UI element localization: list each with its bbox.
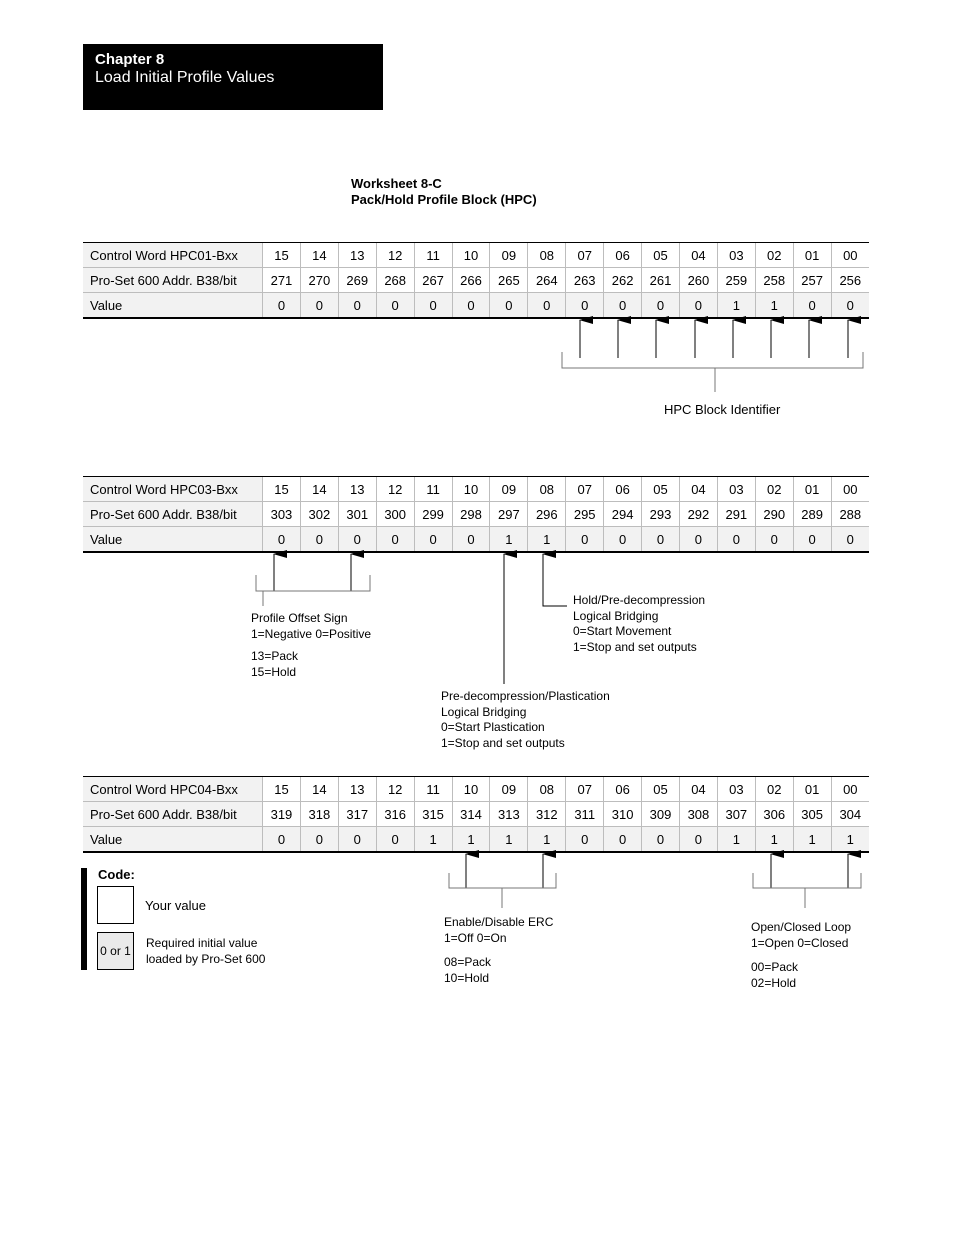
note-line: 0=Start Movement [573, 624, 672, 638]
value-cell: 1 [528, 827, 566, 853]
value-cell: 0 [376, 293, 414, 319]
note-line: loaded by Pro-Set 600 [146, 951, 266, 966]
bit-cell: 06 [604, 243, 642, 268]
addr-cell: 298 [452, 502, 490, 527]
addr-cell: 304 [831, 802, 869, 827]
value-cell: 0 [338, 293, 376, 319]
value-cell: 0 [679, 827, 717, 853]
note-line: 1=Open 0=Closed [751, 935, 849, 950]
value-cell: 0 [831, 293, 869, 319]
value-cell: 0 [755, 527, 793, 553]
addr-cell: 309 [642, 802, 680, 827]
value-cell: 0 [604, 527, 642, 553]
note-line: 08=Pack [444, 955, 492, 969]
value-cell: 1 [717, 827, 755, 853]
erc-note [444, 915, 553, 986]
addr-cell: 266 [452, 268, 490, 293]
open-closed-loop-note [751, 920, 851, 991]
addr-cell: 314 [452, 802, 490, 827]
addr-cell: 300 [376, 502, 414, 527]
bit-cell: 14 [300, 777, 338, 802]
addr-cell: 302 [300, 502, 338, 527]
bit-cell: 07 [566, 777, 604, 802]
value-cell: 1 [414, 827, 452, 853]
bit-cell: 04 [679, 477, 717, 502]
bit-cell: 12 [376, 477, 414, 502]
bit-cell: 10 [452, 243, 490, 268]
value-cell: 0 [566, 527, 604, 553]
addr-cell: 260 [679, 268, 717, 293]
addr-cell: 261 [642, 268, 680, 293]
value-cell: 0 [717, 527, 755, 553]
hold-predecompression-note [573, 593, 705, 655]
bit-cell: 13 [338, 243, 376, 268]
profile-offset-sign-note [251, 611, 371, 680]
bit-cell: 08 [528, 243, 566, 268]
bit-cell: 05 [642, 243, 680, 268]
bit-cell: 15 [263, 777, 301, 802]
note-line: Hold/Pre-decompression [573, 593, 706, 607]
addr-cell: 301 [338, 502, 376, 527]
note-line: Profile Offset Sign [251, 611, 348, 625]
value-cell: 0 [679, 293, 717, 319]
required-value-label [146, 936, 265, 967]
note-line: 02=Hold [751, 975, 797, 990]
hpc-block-identifier-label: HPC Block Identifier [664, 402, 781, 417]
bit-cell: 01 [793, 777, 831, 802]
value-cell: 0 [376, 527, 414, 553]
addr-cell: 259 [717, 268, 755, 293]
bit-cell: 09 [490, 777, 528, 802]
bit-cell: 07 [566, 477, 604, 502]
note-line: Enable/Disable ERC [444, 915, 554, 929]
addr-cell: 264 [528, 268, 566, 293]
addr-cell: 270 [300, 268, 338, 293]
chapter-title: Load Initial Profile Values [95, 69, 275, 86]
note-line: 0=Start Plastication [441, 720, 545, 734]
addr-cell: 288 [831, 502, 869, 527]
address-label: Pro-Set 600 Addr. B38/bit [83, 802, 263, 827]
bit-cell: 10 [452, 777, 490, 802]
addr-cell: 317 [338, 802, 376, 827]
note-line: Logical Bridging [441, 704, 527, 719]
addr-cell: 316 [376, 802, 414, 827]
value-cell: 0 [263, 827, 301, 853]
addr-cell: 289 [793, 502, 831, 527]
value-cell: 0 [300, 293, 338, 319]
addr-cell: 311 [566, 802, 604, 827]
value-cell: 0 [414, 293, 452, 319]
bit-cell: 10 [452, 477, 490, 502]
addr-cell: 307 [717, 802, 755, 827]
bit-cell: 00 [831, 243, 869, 268]
value-cell: 1 [490, 527, 528, 553]
note-line: 13=Pack [251, 649, 299, 663]
predecompression-plastication-note [441, 689, 610, 751]
bit-cell: 09 [490, 477, 528, 502]
addr-cell: 305 [793, 802, 831, 827]
bit-cell: 12 [376, 243, 414, 268]
addr-cell: 310 [604, 802, 642, 827]
addr-cell: 262 [604, 268, 642, 293]
code-legend-bar [81, 868, 87, 970]
bit-cell: 02 [755, 477, 793, 502]
note-line: 1=Stop and set outputs [573, 639, 697, 654]
addr-cell: 294 [604, 502, 642, 527]
value-cell: 0 [452, 293, 490, 319]
addr-cell: 269 [338, 268, 376, 293]
bit-cell: 03 [717, 243, 755, 268]
bit-cell: 11 [414, 243, 452, 268]
addr-cell: 312 [528, 802, 566, 827]
value-cell: 0 [528, 293, 566, 319]
addr-cell: 256 [831, 268, 869, 293]
address-label: Pro-Set 600 Addr. B38/bit [83, 502, 263, 527]
value-cell: 1 [755, 827, 793, 853]
addr-cell: 303 [263, 502, 301, 527]
note-line: Required initial value [146, 936, 258, 950]
bit-cell: 06 [604, 777, 642, 802]
addr-cell: 308 [679, 802, 717, 827]
addr-cell: 313 [490, 802, 528, 827]
addr-cell: 315 [414, 802, 452, 827]
bit-cell: 08 [528, 777, 566, 802]
bit-cell: 00 [831, 777, 869, 802]
value-cell: 0 [679, 527, 717, 553]
note-line: 1=Negative 0=Positive [251, 626, 372, 641]
bit-cell: 15 [263, 477, 301, 502]
addr-cell: 306 [755, 802, 793, 827]
bit-cell: 15 [263, 243, 301, 268]
addr-cell: 263 [566, 268, 604, 293]
addr-cell: 293 [642, 502, 680, 527]
value-cell: 0 [642, 293, 680, 319]
bit-cell: 02 [755, 777, 793, 802]
worksheet-subtitle: Pack/Hold Profile Block (HPC) [351, 192, 537, 207]
value-label: Value [83, 293, 263, 319]
bit-cell: 14 [300, 243, 338, 268]
note-line: 15=Hold [251, 664, 297, 679]
your-value-box [97, 886, 134, 924]
addr-cell: 265 [490, 268, 528, 293]
bit-cell: 12 [376, 777, 414, 802]
note-line: 10=Hold [444, 970, 490, 985]
value-cell: 0 [414, 527, 452, 553]
addr-cell: 291 [717, 502, 755, 527]
address-label: Pro-Set 600 Addr. B38/bit [83, 268, 263, 293]
value-cell: 0 [376, 827, 414, 853]
value-cell: 0 [642, 827, 680, 853]
addr-cell: 267 [414, 268, 452, 293]
value-cell: 0 [604, 827, 642, 853]
bit-cell: 06 [604, 477, 642, 502]
bit-cell: 07 [566, 243, 604, 268]
bit-cell: 05 [642, 477, 680, 502]
value-cell: 1 [793, 827, 831, 853]
bit-cell: 14 [300, 477, 338, 502]
value-cell: 0 [338, 527, 376, 553]
bit-cell: 08 [528, 477, 566, 502]
code-legend-title: Code: [98, 867, 135, 882]
value-cell: 0 [300, 527, 338, 553]
note-line: Pre-decompression/Plastication [441, 689, 610, 703]
addr-cell: 318 [300, 802, 338, 827]
bit-cell: 13 [338, 777, 376, 802]
control-word-label: Control Word HPC01-Bxx [83, 243, 263, 268]
value-cell: 0 [566, 827, 604, 853]
value-cell: 1 [490, 827, 528, 853]
control-word-label: Control Word HPC03-Bxx [83, 477, 263, 502]
value-cell: 0 [831, 527, 869, 553]
value-cell: 1 [528, 527, 566, 553]
value-cell: 0 [793, 527, 831, 553]
bit-cell: 04 [679, 243, 717, 268]
value-cell: 0 [452, 527, 490, 553]
addr-cell: 296 [528, 502, 566, 527]
value-cell: 0 [490, 293, 528, 319]
addr-cell: 299 [414, 502, 452, 527]
addr-cell: 295 [566, 502, 604, 527]
bit-cell: 04 [679, 777, 717, 802]
bit-cell: 11 [414, 477, 452, 502]
addr-cell: 271 [263, 268, 301, 293]
value-cell: 1 [452, 827, 490, 853]
value-cell: 0 [566, 293, 604, 319]
value-cell: 0 [263, 293, 301, 319]
bit-cell: 11 [414, 777, 452, 802]
value-label: Value [83, 527, 263, 553]
value-cell: 1 [755, 293, 793, 319]
note-line: 1=Off 0=On [444, 930, 507, 945]
value-cell: 0 [300, 827, 338, 853]
value-cell: 0 [338, 827, 376, 853]
value-cell: 1 [831, 827, 869, 853]
addr-cell: 319 [263, 802, 301, 827]
value-label: Value [83, 827, 263, 853]
addr-cell: 268 [376, 268, 414, 293]
worksheet-number: Worksheet 8-C [351, 176, 442, 191]
value-cell: 1 [717, 293, 755, 319]
note-line: 1=Stop and set outputs [441, 735, 565, 750]
note-line: Logical Bridging [573, 608, 659, 623]
note-line: 00=Pack [751, 960, 799, 974]
addr-cell: 297 [490, 502, 528, 527]
value-cell: 0 [793, 293, 831, 319]
chapter-number: Chapter 8 [95, 51, 165, 68]
addr-cell: 292 [679, 502, 717, 527]
bit-cell: 05 [642, 777, 680, 802]
bit-cell: 01 [793, 477, 831, 502]
addr-cell: 290 [755, 502, 793, 527]
addr-cell: 258 [755, 268, 793, 293]
bit-cell: 03 [717, 777, 755, 802]
note-line: Open/Closed Loop [751, 920, 852, 934]
value-cell: 0 [642, 527, 680, 553]
control-word-label: Control Word HPC04-Bxx [83, 777, 263, 802]
your-value-label: Your value [145, 898, 206, 913]
bit-cell: 02 [755, 243, 793, 268]
addr-cell: 257 [793, 268, 831, 293]
value-cell: 0 [604, 293, 642, 319]
required-value-box: 0 or 1 [97, 932, 134, 970]
bit-cell: 09 [490, 243, 528, 268]
bit-cell: 01 [793, 243, 831, 268]
value-cell: 0 [263, 527, 301, 553]
bit-cell: 13 [338, 477, 376, 502]
bit-cell: 00 [831, 477, 869, 502]
bit-cell: 03 [717, 477, 755, 502]
